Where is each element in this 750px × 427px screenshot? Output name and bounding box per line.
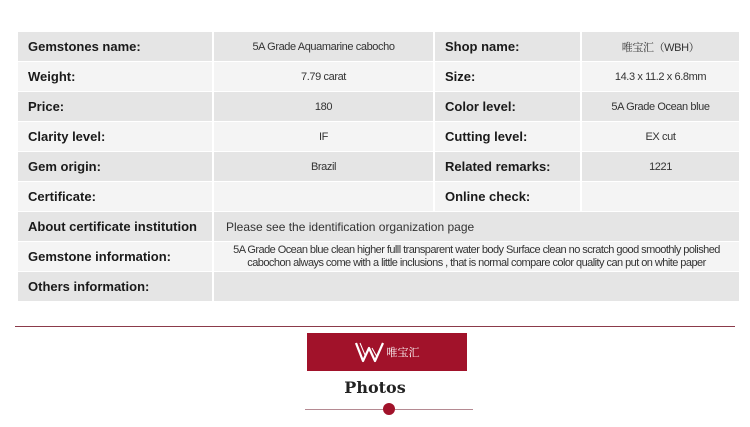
ornament-line-left [305, 409, 383, 410]
spec-row [18, 212, 739, 242]
color-level-label: Color level: [435, 92, 582, 122]
online-check-value [582, 182, 739, 212]
others-information-label: Others information: [18, 272, 214, 302]
clarity-level-label: Clarity level: [18, 122, 214, 152]
clarity-level-value: IF [214, 122, 435, 152]
size-label: Size: [435, 62, 582, 92]
spec-row [18, 122, 739, 152]
spec-row [18, 272, 739, 302]
spec-row [18, 152, 739, 182]
gemstone-information-label: Gemstone information: [18, 242, 214, 272]
price-value: 180 [214, 92, 435, 122]
size-value: 14.3 x 11.2 x 6.8mm [582, 62, 739, 92]
brand-banner-text: 唯宝汇 [386, 346, 420, 359]
spec-row [18, 182, 739, 212]
ornament-line-right [395, 409, 473, 410]
gemstone-information-value: 5A Grade Ocean blue clean higher fulll transparent water body Surface clean no scratch good smoothly polished cabochon always come with a little inclusions , that is normal compare color quality can put on white paper [214, 242, 739, 272]
W-logo-icon [355, 340, 385, 364]
about-certificate-value: Please see the identification organization page [214, 212, 739, 242]
spec-table [18, 32, 739, 302]
cutting-level-value: EX cut [582, 122, 739, 152]
certificate-value [214, 182, 435, 212]
related-remarks-value: 1221 [582, 152, 739, 182]
weight-label: Weight: [18, 62, 214, 92]
certificate-label: Certificate: [18, 182, 214, 212]
cutting-level-label: Cutting level: [435, 122, 582, 152]
online-check-label: Online check: [435, 182, 582, 212]
brand-banner [307, 333, 467, 371]
about-certificate-label: About certificate institution [18, 212, 214, 242]
gemstones-name-value: 5A Grade Aquamarine cabocho [214, 32, 435, 62]
spec-row [18, 32, 739, 62]
gem-origin-value: Brazil [214, 152, 435, 182]
spec-row [18, 92, 739, 122]
weight-value: 7.79 carat [214, 62, 435, 92]
color-level-value: 5A Grade Ocean blue [582, 92, 739, 122]
gemstones-name-label: Gemstones name: [18, 32, 214, 62]
gem-origin-label: Gem origin: [18, 152, 214, 182]
section-title: Photos [344, 378, 406, 397]
shop-name-value: 唯宝汇（WBH） [582, 32, 739, 62]
price-label: Price: [18, 92, 214, 122]
shop-name-label: Shop name: [435, 32, 582, 62]
spec-row [18, 242, 739, 272]
others-information-value [214, 272, 739, 302]
spec-row [18, 62, 739, 92]
section-divider [15, 326, 735, 327]
related-remarks-label: Related remarks: [435, 152, 582, 182]
ornament-dot [383, 403, 395, 415]
